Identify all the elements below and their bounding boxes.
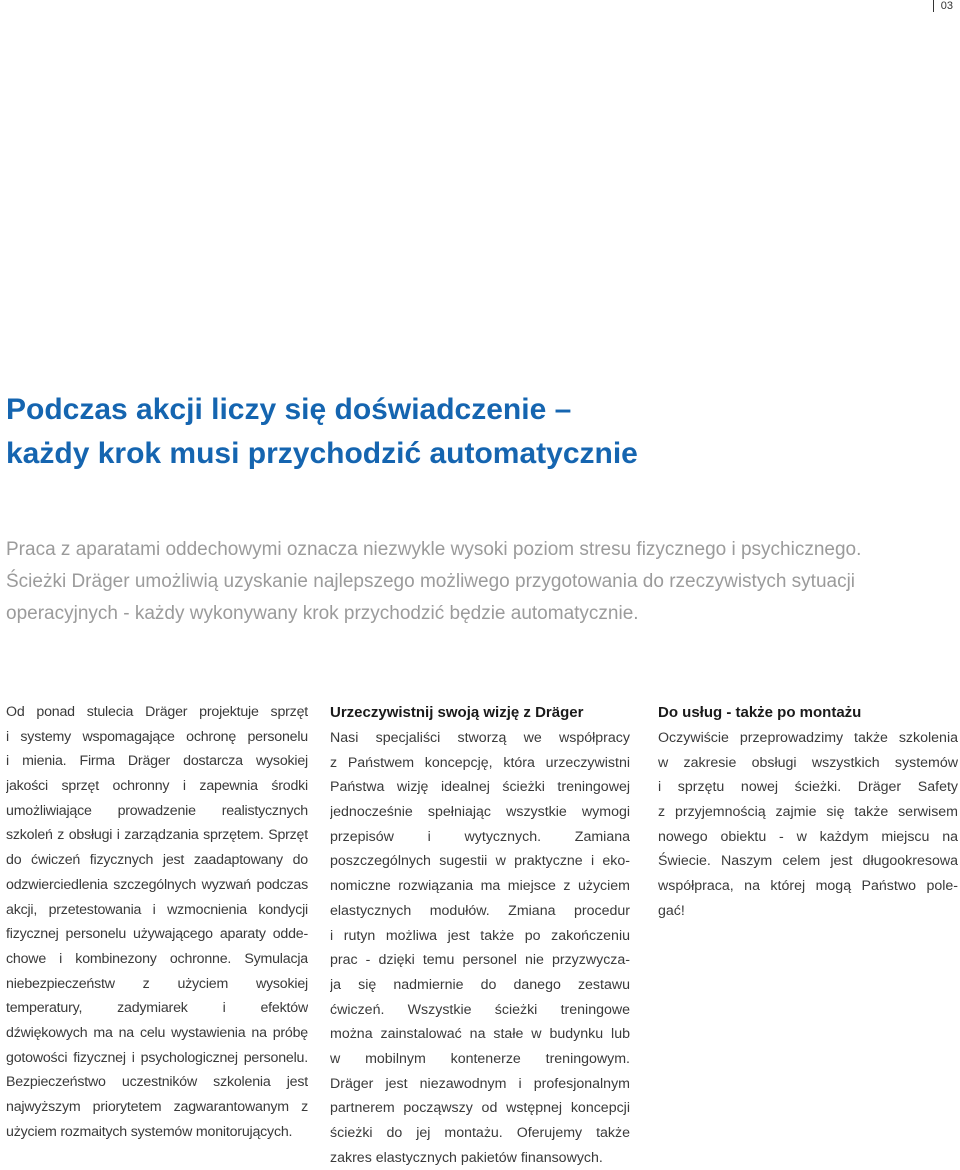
text-line: ćwiczeń. Wszystkie ścieżki treningowe [330,1001,630,1018]
text-line: chowe i kombinezony ochronne. Symulacja [6,950,308,967]
text-line: Od ponad stulecia Dräger projektuje sprzęt [6,704,308,720]
text-line: i rutyn możliwa jest także po zakończeniu [330,927,630,944]
text-line: i mienia. Firma Dräger dostarcza wysokiej [6,753,308,770]
text-line: w zakresie obsługi wszystkich systemów [658,754,958,771]
text-line: przepisów i wytycznych. Zamiana [330,828,630,845]
text-line: do ćwiczeń fizycznych jest zaadaptowany do [6,852,308,869]
text-line: prac - dzięki temu personel nie przyzwycza- [330,952,630,969]
column-intro [6,700,308,1144]
lead-line: Praca z aparatami oddechowymi oznacza niezwykle wysoki poziom stresu fizycznego i psychicznego. [6,539,862,560]
lead-paragraph [6,534,946,630]
column-vision [330,700,630,1170]
text-line: można zainstalować na stałe w budynku lub [330,1026,630,1043]
text-line: współpraca, na której mogą Państwo pole- [658,878,958,895]
page-number: 03 [933,0,953,12]
text-line: i systemy wspomagające ochronę personelu [6,728,308,745]
text-line: nomiczne rozwiązania ma miejsce z użyciem [330,878,630,895]
headline-line-1: Podczas akcji liczy się doświadczenie – [6,393,572,426]
text-line: jakości sprzęt ochronny i zapewnia środki [6,778,308,795]
text-line: akcji, przetestowania i wzmocnienia kondycji [6,901,308,918]
text-line: najwyższym priorytetem zagwarantowanym z [6,1099,308,1115]
text-line: i sprzętu nowej ścieżki. Dräger Safety [658,779,958,796]
column-heading: Do usług - także po montażu [658,704,862,721]
text-line: ścieżki do jej montażu. Oferujemy także [330,1125,630,1141]
text-line: nowego obiektu - w każdym miejscu na [658,828,958,845]
text-line: Bezpieczeństwo uczestników szkolenia jest [6,1074,308,1091]
text-line: niebezpieczeństw z użyciem wysokiej [6,975,308,992]
lead-line: operacyjnych - każdy wykonywany krok przychodzić będzie automatycznie. [6,603,639,624]
column-heading: Urzeczywistnij swoją wizję z Dräger [330,704,584,721]
text-line: z przyjemnością zajmie się także serwisem [658,804,958,821]
text-line: elastycznych modułów. Zmiana procedur [330,902,630,919]
headline-line-2: każdy krok musi przychodzić automatycznie [6,437,638,470]
text-line: ja się nadmiernie do danego zestawu [330,976,630,993]
text-line: gotowości fizycznej i psychologicznej personelu. [6,1049,308,1066]
text-line: z Państwem koncepcję, która urzeczywistni [330,754,630,771]
lead-line: Ścieżki Dräger umożliwią uzyskanie najlepszego możliwego przygotowania do rzeczywistych sytuacji [6,571,856,592]
text-line: Dräger jest niezawodnym i profesjonalnym [330,1075,630,1092]
text-line: dźwiękowych ma na celu wystawienia na próbę [6,1024,308,1041]
text-line: fizycznej personelu używającego aparaty odde- [6,926,308,943]
text-line: odzwierciedlenia szczególnych wyzwań podczas [6,876,308,893]
column-service [658,700,958,924]
text-line: w mobilnym kontenerze treningowym. [330,1050,630,1067]
text-line: poszczególnych sugestii w praktyczne i eko- [330,853,630,870]
text-line: temperatury, zadymiarek i efektów [6,1000,308,1017]
page-headline [6,388,906,476]
text-line: Oczywiście przeprowadzimy także szkolenia [658,730,958,746]
text-line: zakres elastycznych pakietów finansowych. [330,1149,603,1166]
text-line: Państwa wizję idealnej ścieżki treningowej [330,779,630,796]
text-line: Świecie. Naszym celem jest długookresowa [658,853,958,870]
text-line: użyciem rozmaitych systemów monitorujących. [6,1123,293,1140]
text-line: umożliwiające prowadzenie realistycznych [6,802,308,819]
text-line: partnerem począwszy od wstępnej koncepcji [330,1100,630,1117]
text-line: szkoleń z obsługi i zarządzania sprzętem. Sprzęt [6,827,308,844]
text-line: jednocześnie spełniając wszystkie wymogi [330,804,630,821]
text-line: Nasi specjaliści stworzą we współpracy [330,730,630,746]
text-line: gać! [658,902,685,919]
